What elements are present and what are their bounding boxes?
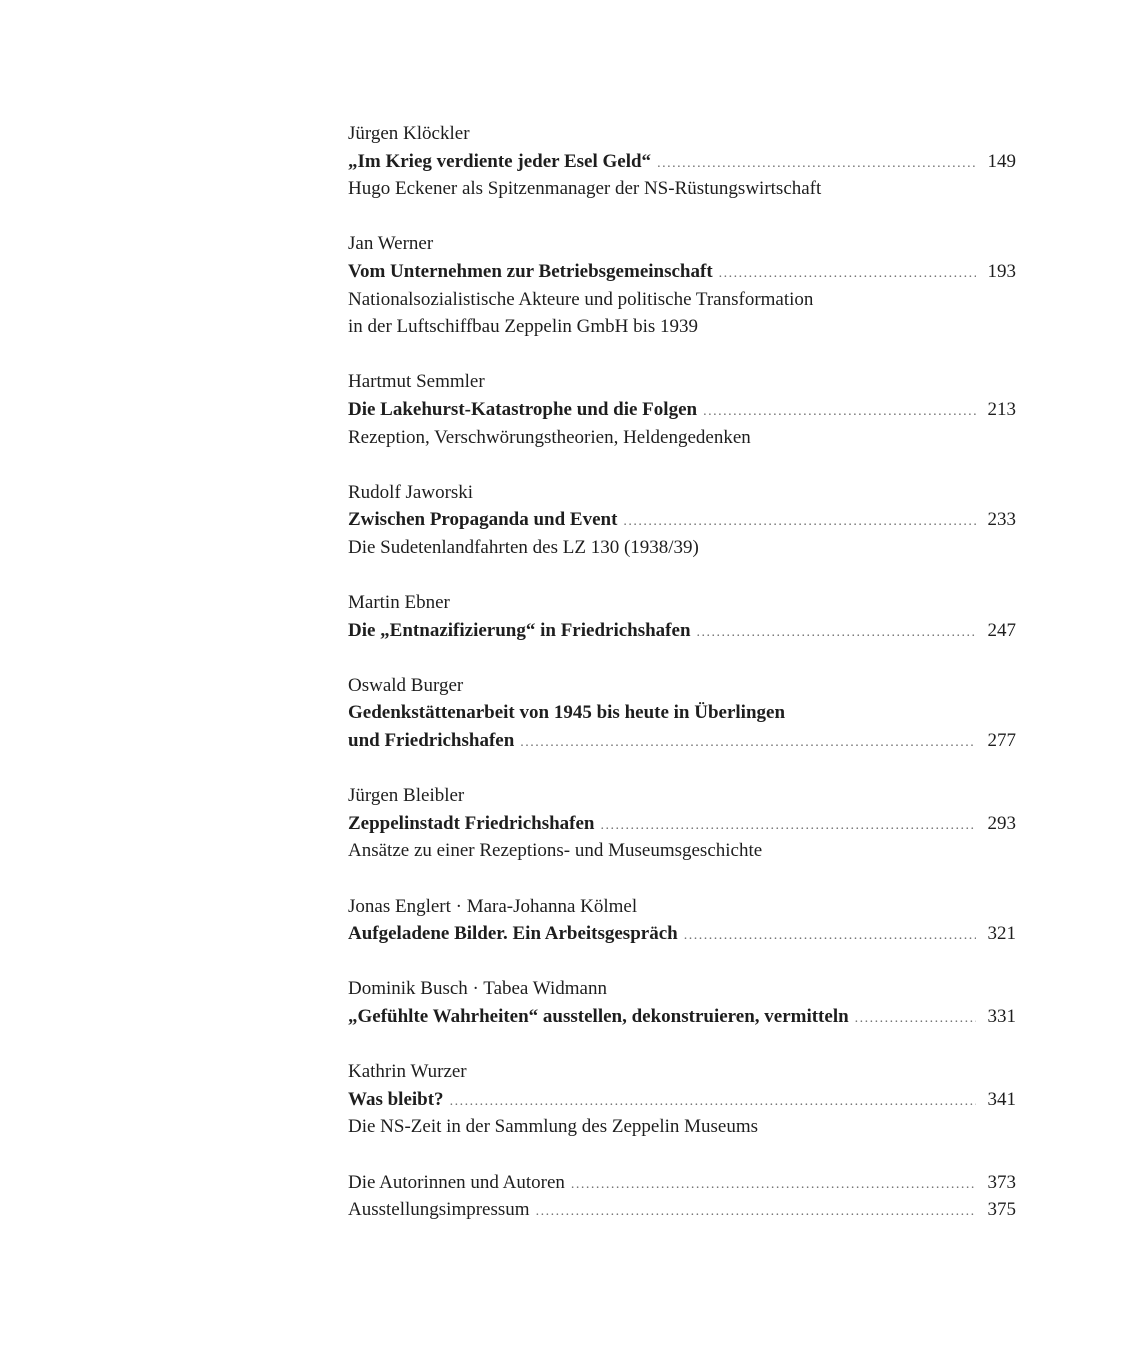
entry-title[interactable]: Zeppelinstadt Friedrichshafen [348,812,595,834]
toc-entry [348,479,1016,562]
entry-title-row[interactable] [348,396,1016,424]
page-number: 341 [987,1088,1016,1110]
entry-title[interactable]: Was bleibt? [348,1088,444,1110]
dot-leader [697,619,976,647]
entry-title-line[interactable]: Gedenkstättenarbeit von 1945 bis heute in Überlingen [348,702,786,724]
toc-entry [348,589,1016,644]
toc-entry [348,230,1016,340]
page-number: 213 [987,398,1016,420]
entry-title[interactable]: Zwischen Propaganda und Event [348,509,618,531]
entry-title[interactable]: und Friedrichshafen [348,730,515,752]
toc-entry [348,368,1016,451]
entry-author: Jürgen Klöckler [348,123,470,144]
page-number: 373 [987,1171,1016,1193]
entry-subtitle: Ansätze zu einer Rezeptions- und Museumsgeschichte [348,840,763,862]
entry-author: Oswald Burger [348,674,464,696]
entry-title-row[interactable] [348,258,1016,286]
entry-author: Hartmut Semmler [348,371,485,393]
entry-title-row[interactable] [348,617,1016,645]
table-of-contents [348,120,1016,1224]
page-number: 193 [987,260,1016,282]
dot-leader [600,812,976,840]
entry-title-row[interactable] [348,810,1016,838]
entry-subtitle: Rezeption, Verschwörungstheorien, Heldengedenken [348,426,751,448]
entry-title[interactable]: „Gefühlte Wahrheiten“ ausstellen, dekonstruieren, vermitteln [348,1006,849,1027]
dot-leader [623,508,976,536]
entry-author: Jan Werner [348,233,434,255]
toc-entry [348,120,1016,203]
entry-title-row[interactable] [348,148,1016,176]
entry-title[interactable]: Ausstellungsimpressum [348,1199,530,1221]
toc-entry [348,1058,1016,1141]
entry-subtitle: in der Luftschiffbau Zeppelin GmbH bis 1939 [348,316,699,338]
entry-title-row[interactable] [348,506,1016,534]
toc-entry [348,782,1016,865]
toc-entry [348,672,1016,755]
entry-subtitle: Die Sudetenlandfahrten des LZ 130 (1938/39) [348,536,699,558]
dot-leader [571,1171,976,1199]
dot-leader [684,922,976,950]
entry-title-row[interactable] [348,1086,1016,1114]
entry-title[interactable]: „Im Krieg verdiente jeder Esel Geld“ [348,150,652,172]
toc-entry [348,975,1016,1030]
entry-title[interactable]: Vom Unternehmen zur Betriebsgemeinschaft [348,260,713,282]
dot-leader [450,1088,976,1116]
toc-appendix [348,1169,1016,1224]
dot-leader [536,1198,976,1226]
dot-leader [855,1005,976,1033]
page-number: 233 [987,509,1016,531]
page-number: 277 [987,730,1016,752]
page-number: 321 [987,923,1016,945]
page-number: 331 [987,1006,1016,1027]
entry-title[interactable]: Die Lakehurst-Katastrophe und die Folgen [348,398,698,420]
entry-author: Jonas Englert · Mara-Johanna Kölmel [348,895,638,917]
entry-subtitle: Nationalsozialistische Akteure und politische Transformation [348,288,814,310]
toc-entry [348,893,1016,948]
entry-author: Rudolf Jaworski [348,481,474,503]
dot-leader [703,398,976,426]
page-number: 247 [987,619,1016,641]
entry-author: Jürgen Bleibler [348,785,465,807]
toc-entries [348,120,1016,1141]
entry-subtitle: Hugo Eckener als Spitzenmanager der NS-Rüstungswirtschaft [348,178,822,200]
entry-title-row[interactable] [348,920,1016,948]
entry-title-row[interactable] [348,727,1016,755]
dot-leader [657,150,976,178]
dot-leader [520,729,976,757]
appendix-row[interactable] [348,1169,1016,1197]
entry-title-row[interactable] [348,1003,1016,1031]
appendix-row[interactable] [348,1196,1016,1224]
page-number: 375 [987,1199,1016,1221]
entry-author: Dominik Busch · Tabea Widmann [348,978,607,1000]
entry-title[interactable]: Die „Entnazifizierung“ in Friedrichshafen [348,619,691,641]
entry-subtitle: Die NS-Zeit in der Sammlung des Zeppelin Museums [348,1116,759,1138]
entry-title[interactable]: Die Autorinnen und Autoren [348,1171,565,1193]
entry-author: Kathrin Wurzer [348,1061,467,1083]
page-number: 293 [987,812,1016,834]
page-number: 149 [987,150,1016,172]
entry-author: Martin Ebner [348,592,450,614]
entry-title[interactable]: Aufgeladene Bilder. Ein Arbeitsgespräch [348,923,678,945]
dot-leader [719,260,976,288]
